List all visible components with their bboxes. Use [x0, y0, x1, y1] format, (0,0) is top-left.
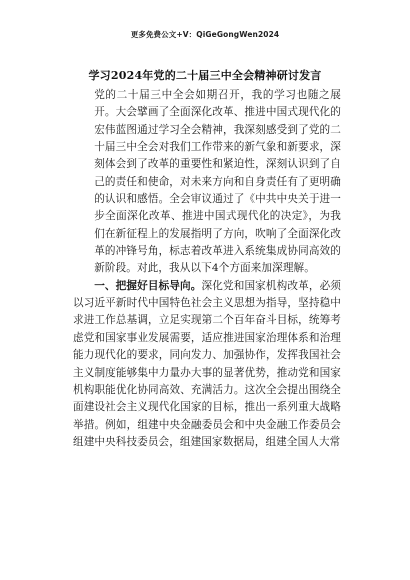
document-title: 学习2024年党的二十届三中全会精神研讨发言 — [88, 69, 322, 82]
intro-paragraph: 党的二十届三中全会如期召开，我的学习也随之展开。大会擘画了全面深化改革、推进中国式现代化的宏伟蓝图通过学习全会精神，我深刻感受到了党的二十届三中全会对我们工作带来的新气象和新要求，深刻体会到了改革的重要性和紧迫性，深刻认识到了自己的责任和使命，对未来方向和自身责任有了更明确的认识和感悟。全会审议通过了《中共中央关于进一步全面深化改革、推进中国式现代化的决定》，为我们在新征程上的发展指明了方向，吹响了全面深化改革的冲锋号角，标志着改革进入系统集成协同高效的新阶段。对此，我从以下4个方面来加深理解。 — [94, 89, 341, 275]
header-note: 更多免费公文+V：QiGeGongWen2024 — [130, 30, 280, 39]
document-body — [73, 87, 341, 451]
section-1-heading: 一、把握好目标导向。 — [94, 279, 202, 292]
section-1-paragraph — [73, 278, 341, 451]
section-1-text: 深化党和国家机构改革，必须以习近平新时代中国特色社会主义思想为指导，坚持稳中求进工作总基调，立足实现第二个百年奋斗目标，统筹考虑党和国家事业发展需要，适应推进国家治理体系和治理能力现代化的要求，同向发力、加强协作，发挥我国社会主义制度能够集中力量办大事的显著优势，推动党和国家机构职能优化协同高效、充满活力。这次全会提出围绕全面建设社会主义现代化国家的目标，推出一系列重大战略举措。例如，组建中央金融委员会和中央金融工作委员会组建中央科技委员会，组建国家数据局，组建全国人大常 — [73, 279, 341, 448]
